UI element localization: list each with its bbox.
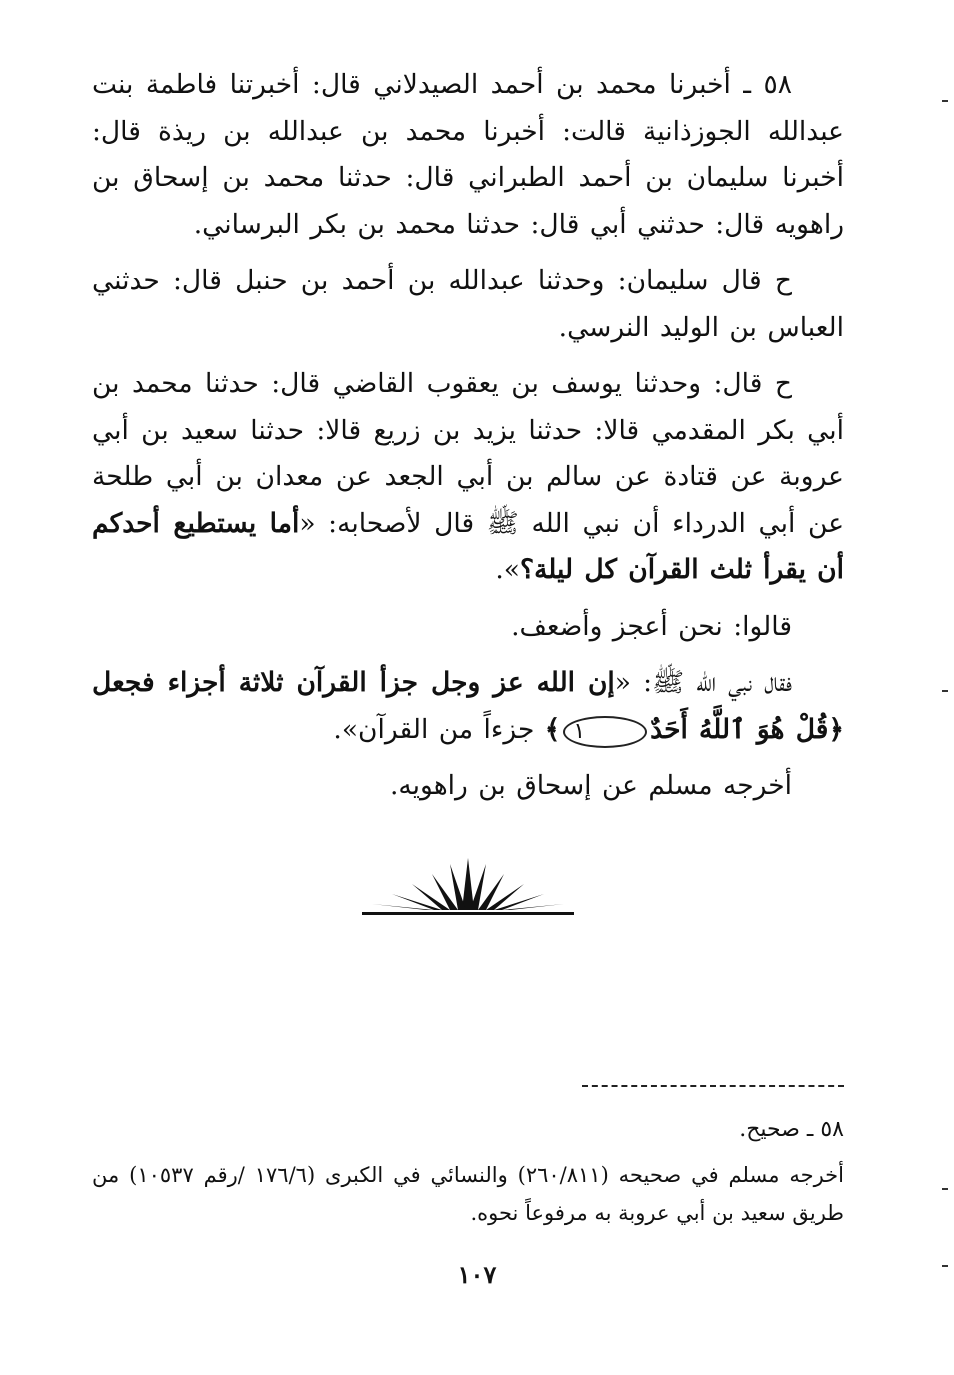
page-number: ١٠٧ <box>457 1260 497 1289</box>
margin-mark <box>942 690 948 692</box>
paragraph-text: ح قال: وحدثنا يوسف بن يعقوب القاضي قال: حدثنا محمد بن أبي بكر المقدمي قالا: حدثنا يزيد بن زريع قالا: حدثنا سعيد بن أبي عروبة عن قتادة عن سالم بن أبي الجعد عن معدان بن أبي طلحة عن أبي الدرداء أن نبي الله ﷺ قال لأصحابه: « <box>92 368 845 539</box>
footnote-heading: ٥٨ ـ صحيح. <box>739 1117 844 1142</box>
footnote-body: أخرجه مسلم في صحيحه (٢٦٠/٨١١) والنسائي في الكبرى (١٧٦/٦ /رقم ١٠٥٣٧) من طريق سعيد بن أبي عروبة به مرفوعاً نحوه. <box>92 1163 844 1225</box>
hadith-text-bold: أما يستطيع أحدكم أن يقرأ ثلث القرآن كل ليلة؟ <box>92 507 844 585</box>
footnotes <box>92 1110 844 1232</box>
verse-number-ornament: ١ <box>563 716 647 748</box>
paragraph-tail: ». <box>495 554 521 585</box>
paragraph-isnad-3 <box>92 361 844 594</box>
paragraph-isnad-1 <box>92 62 844 248</box>
main-text <box>92 62 844 820</box>
paragraph-reply <box>92 604 844 651</box>
margin-mark <box>942 1188 948 1190</box>
hadith-text-bold: إن الله عز وجل جزأ القرآن ثلاثة أجزاء فجعل ﴿قُلْ هُوَ ٱللَّهُ أَحَدٌ <box>92 667 844 745</box>
paragraph-isnad-2 <box>92 258 844 351</box>
footnote-separator <box>582 1085 844 1087</box>
paragraph-text: ٥٨ ـ أخبرنا محمد بن أحمد الصيدلاني قال: أخبرتنا فاطمة بنت عبدالله الجوزذانية قالت: أخبرنا محمد بن عبدالله بن ريذة قال: أخبرنا سليمان بن أحمد الطبراني قال: حدثنا محمد بن إسحاق بن راهويه قال: حدثني أبي قال: حدثنا محمد بن بكر البرساني. <box>92 69 844 240</box>
paragraph-prophet-saying <box>92 660 844 753</box>
paragraph-takhrij <box>92 763 844 810</box>
verse-close-bracket: ﴾ <box>544 713 561 745</box>
paragraph-text: فقال نبي الله ﷺ: « <box>614 667 792 698</box>
sunburst-ornament-icon <box>362 850 574 920</box>
margin-mark <box>942 1265 948 1267</box>
paragraph-tail: جزءاً من القرآن». <box>333 713 545 745</box>
paragraph-text: أخرجه مسلم عن إسحاق بن راهويه. <box>390 770 792 801</box>
margin-mark <box>942 100 948 102</box>
paragraph-text: قالوا: نحن أعجز وأضعف. <box>511 610 792 642</box>
paragraph-text: ح قال سليمان: وحدثنا عبدالله بن أحمد بن حنبل قال: حدثني العباس بن الوليد النرسي. <box>92 265 844 343</box>
